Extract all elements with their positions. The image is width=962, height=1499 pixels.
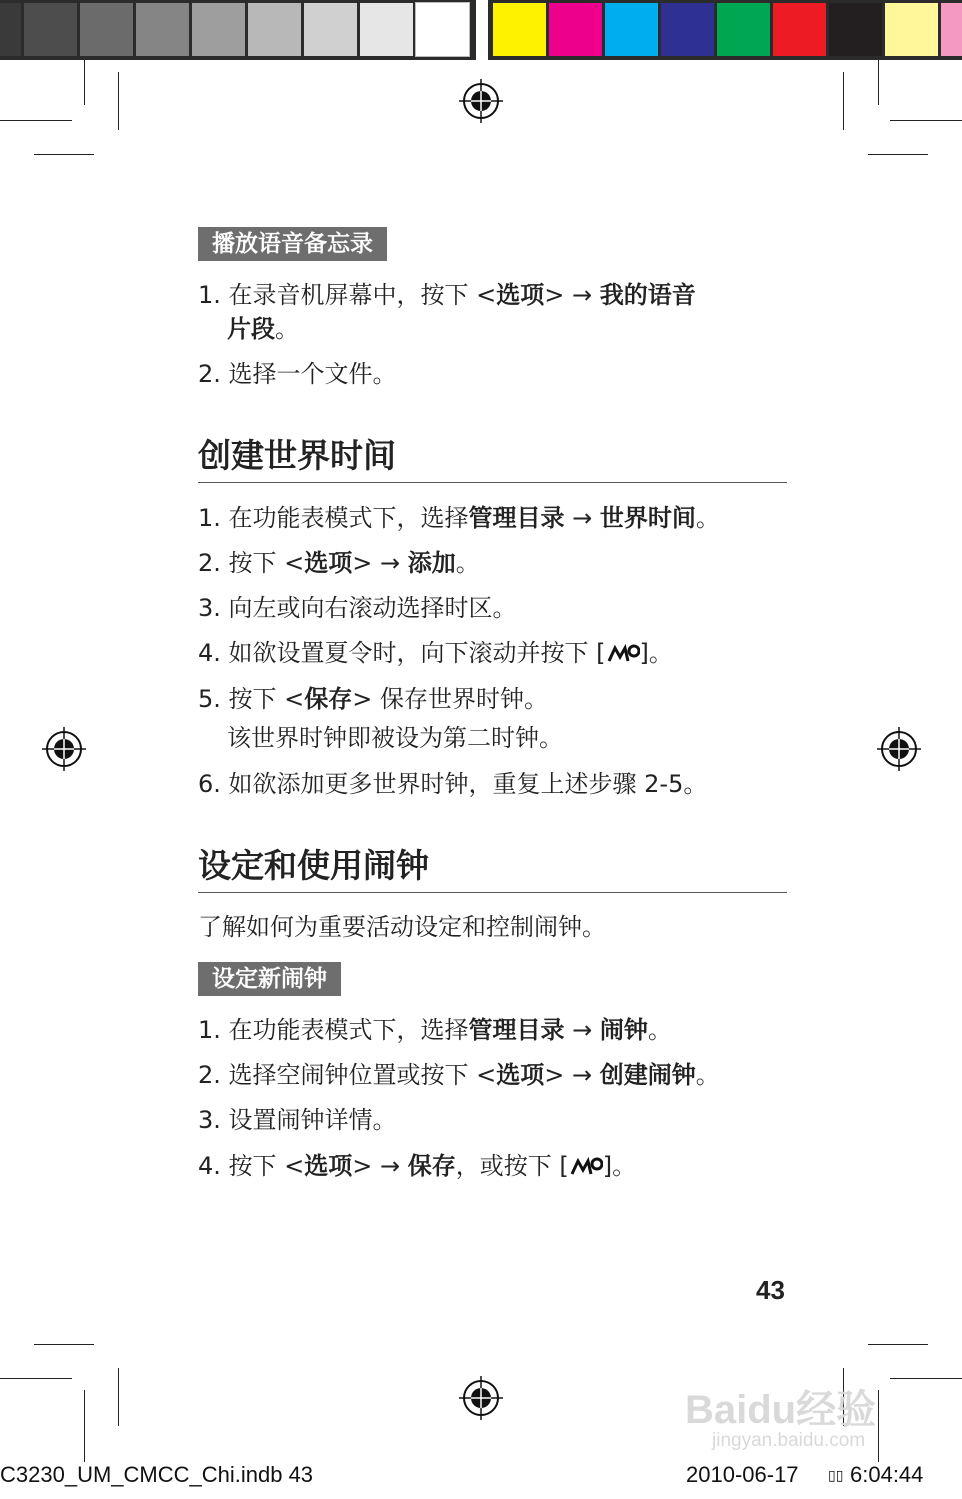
baidu-watermark-logo: Baidu经验 [685, 1388, 877, 1432]
world-step-2: 2. 按下 <选项> → 添加。 [198, 549, 480, 577]
crop-mark [890, 1378, 962, 1379]
heading-alarm: 设定和使用闹钟 [198, 846, 787, 893]
gray-swatch [304, 3, 357, 56]
color-swatch [605, 3, 658, 56]
color-swatch [773, 3, 826, 56]
color-swatch [717, 3, 770, 56]
ok-key-icon [569, 1155, 603, 1177]
crop-mark [868, 1344, 928, 1345]
color-swatch [885, 3, 938, 56]
registration-mark-icon [42, 727, 86, 771]
world-step-4: 4. 如欲设置夏令时，向下滚动并按下 [ ]。 [198, 639, 673, 667]
registration-mark-icon [459, 1376, 503, 1420]
footer-time: 6:04:44 [850, 1462, 924, 1487]
crop-mark [0, 120, 72, 121]
gray-swatch [0, 3, 21, 56]
gray-swatch [416, 3, 469, 56]
crop-mark [34, 1344, 94, 1345]
play-step-1: 1. 在录音机屏幕中，按下 <选项> → 我的语音 [198, 281, 696, 309]
gray-swatch [248, 3, 301, 56]
gray-swatch [360, 3, 413, 56]
footer-date: 2010-06-17 [686, 1462, 799, 1487]
play-step-1-cont: 片段。 [227, 315, 299, 343]
crop-mark [84, 1390, 85, 1462]
alarm-intro: 了解如何为重要活动设定和控制闹钟。 [198, 913, 606, 941]
alarm-step-4: 4. 按下 <选项> → 保存，或按下 [ ]。 [198, 1152, 637, 1180]
alarm-step-1: 1. 在功能表模式下，选择管理目录 → 闹钟。 [198, 1016, 672, 1044]
gray-swatch [192, 3, 245, 56]
color-swatch [941, 3, 962, 56]
gray-swatch [80, 3, 133, 56]
subhead-play-voice-memo: 播放语音备忘录 [198, 227, 387, 261]
color-swatch [493, 3, 546, 56]
color-swatch [661, 3, 714, 56]
crop-mark [118, 1368, 119, 1426]
footer-glyph: ▯▯ [828, 1467, 844, 1483]
registration-mark-icon [877, 727, 921, 771]
ok-key-icon [606, 642, 640, 664]
world-step-5-note: 该世界时钟即被设为第二时钟。 [227, 724, 563, 752]
registration-mark-icon [459, 79, 503, 123]
crop-mark [84, 60, 85, 105]
crop-mark [878, 1390, 879, 1462]
crop-mark [890, 120, 962, 121]
world-step-3: 3. 向左或向右滚动选择时区。 [198, 594, 517, 622]
world-step-1: 1. 在功能表模式下，选择管理目录 → 世界时间。 [198, 504, 720, 532]
world-step-6: 6. 如欲添加更多世界时钟，重复上述步骤 2-5。 [198, 770, 708, 798]
alarm-step-2: 2. 选择空闹钟位置或按下 <选项> → 创建闹钟。 [198, 1061, 720, 1089]
footer-filename: C3230_UM_CMCC_Chi.indb 43 [0, 1462, 314, 1487]
gray-swatch [136, 3, 189, 56]
gray-swatch [24, 3, 77, 56]
crop-mark [878, 60, 879, 105]
heading-world-time: 创建世界时间 [198, 436, 787, 483]
color-swatch [549, 3, 602, 56]
crop-mark [0, 1378, 72, 1379]
subhead-new-alarm: 设定新闹钟 [198, 962, 341, 996]
alarm-step-3: 3. 设置闹钟详情。 [198, 1106, 397, 1134]
color-swatch [829, 3, 882, 56]
crop-mark [868, 154, 928, 155]
world-step-5: 5. 按下 <保存> 保存世界时钟。 [198, 685, 549, 713]
play-step-2: 2. 选择一个文件。 [198, 360, 397, 388]
crop-mark [843, 72, 844, 130]
crop-mark [34, 154, 94, 155]
crop-mark [118, 72, 119, 130]
page-number: 43 [756, 1275, 785, 1305]
baidu-watermark-url: jingyan.baidu.com [712, 1430, 866, 1451]
